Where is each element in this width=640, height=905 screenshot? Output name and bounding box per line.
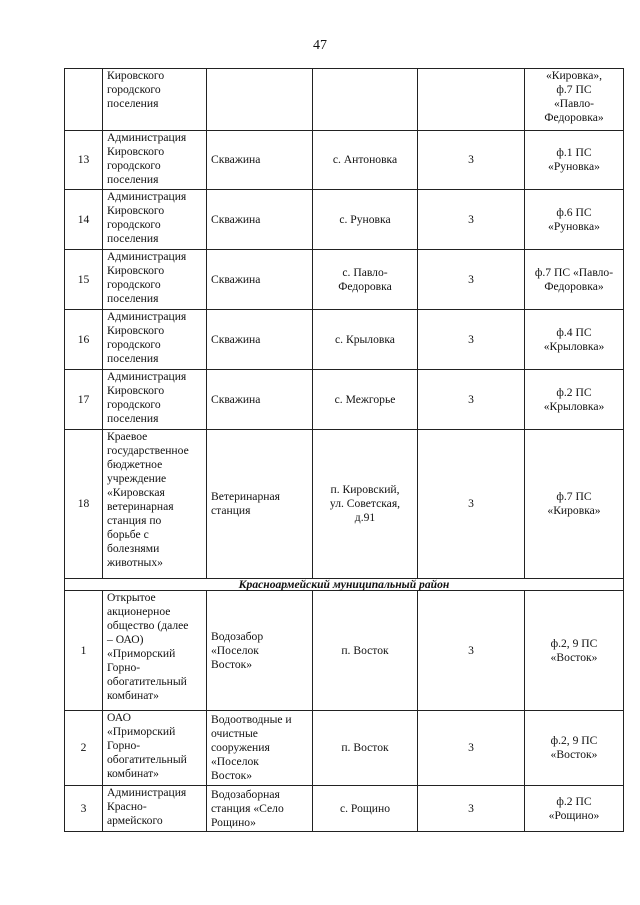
object-cell: Скважина: [207, 131, 313, 190]
table-row: [65, 250, 624, 310]
object-cell: Скважина: [207, 250, 313, 310]
table-row: [65, 131, 624, 190]
location-cell: п. Восток: [313, 591, 418, 711]
category-cell: 3: [418, 310, 525, 370]
location-cell: [313, 69, 418, 131]
object-cell: Скважина: [207, 190, 313, 250]
organization-cell: Администрация Кировского городского поселения: [103, 131, 207, 190]
table-row: [65, 370, 624, 430]
location-cell: с. Павло- Федоровка: [313, 250, 418, 310]
organization-cell: Администрация Кировского городского поселения: [103, 190, 207, 250]
table-row: [65, 430, 624, 579]
power-source-cell: ф.2 ПС «Крыловка»: [525, 370, 624, 430]
power-source-cell: ф.7 ПС «Кировка»: [525, 430, 624, 579]
category-cell: 3: [418, 190, 525, 250]
organization-cell: Администрация Кировского городского поселения: [103, 310, 207, 370]
district-header-row: [65, 579, 624, 591]
district-title: Красноармейский муниципальный район: [65, 579, 624, 591]
row-number: 3: [65, 786, 103, 832]
category-cell: 3: [418, 711, 525, 786]
table-row: [65, 310, 624, 370]
category-cell: 3: [418, 591, 525, 711]
organization-cell: Кировского городского поселения: [103, 69, 207, 131]
location-cell: с. Рощино: [313, 786, 418, 832]
category-cell: 3: [418, 786, 525, 832]
power-source-cell: ф.6 ПС «Руновка»: [525, 190, 624, 250]
organization-cell: Администрация Кировского городского поселения: [103, 370, 207, 430]
location-cell: с. Межгорье: [313, 370, 418, 430]
object-cell: Водоотводные и очистные сооружения «Поселок Восток»: [207, 711, 313, 786]
location-cell: п. Восток: [313, 711, 418, 786]
category-cell: 3: [418, 430, 525, 579]
power-supply-table: [64, 68, 624, 832]
row-number: 17: [65, 370, 103, 430]
row-number: 14: [65, 190, 103, 250]
location-cell: с. Антоновка: [313, 131, 418, 190]
power-source-cell: «Кировка», ф.7 ПС «Павло- Федоровка»: [525, 69, 624, 131]
object-cell: Водозабор «Поселок Восток»: [207, 591, 313, 711]
location-cell: с. Руновка: [313, 190, 418, 250]
object-cell: Ветеринарная станция: [207, 430, 313, 579]
page-number: 47: [313, 38, 327, 53]
category-cell: [418, 69, 525, 131]
power-source-cell: ф.2, 9 ПС «Восток»: [525, 711, 624, 786]
power-source-cell: ф.2, 9 ПС «Восток»: [525, 591, 624, 711]
organization-cell: ОАО «Приморский Горно- обогатительный комбинат»: [103, 711, 207, 786]
row-number: 15: [65, 250, 103, 310]
category-cell: 3: [418, 250, 525, 310]
object-cell: [207, 69, 313, 131]
category-cell: 3: [418, 131, 525, 190]
location-cell: п. Кировский, ул. Советская, д.91: [313, 430, 418, 579]
object-cell: Скважина: [207, 310, 313, 370]
object-cell: Водозаборная станция «Село Рощино»: [207, 786, 313, 832]
table-row: [65, 591, 624, 711]
row-number: [65, 69, 103, 131]
table-row: [65, 711, 624, 786]
row-number: 16: [65, 310, 103, 370]
table-row: [65, 190, 624, 250]
organization-cell: Открытое акционерное общество (далее – ОАО) «Приморский Горно- обогатительный комбинат»: [103, 591, 207, 711]
power-source-cell: ф.2 ПС «Рощино»: [525, 786, 624, 832]
organization-cell: Краевое государственное бюджетное учреждение «Кировская ветеринарная станция по борьбе с болезнями животных»: [103, 430, 207, 579]
location-cell: с. Крыловка: [313, 310, 418, 370]
organization-cell: Администрация Кировского городского поселения: [103, 250, 207, 310]
power-source-cell: ф.1 ПС «Руновка»: [525, 131, 624, 190]
row-number: 2: [65, 711, 103, 786]
power-source-cell: ф.4 ПС «Крыловка»: [525, 310, 624, 370]
organization-cell: Администрация Красно- армейского: [103, 786, 207, 832]
power-source-cell: ф.7 ПС «Павло- Федоровка»: [525, 250, 624, 310]
row-number: 1: [65, 591, 103, 711]
table-row: [65, 786, 624, 832]
object-cell: Скважина: [207, 370, 313, 430]
row-number: 13: [65, 131, 103, 190]
category-cell: 3: [418, 370, 525, 430]
row-number: 18: [65, 430, 103, 579]
table-row: [65, 69, 624, 131]
